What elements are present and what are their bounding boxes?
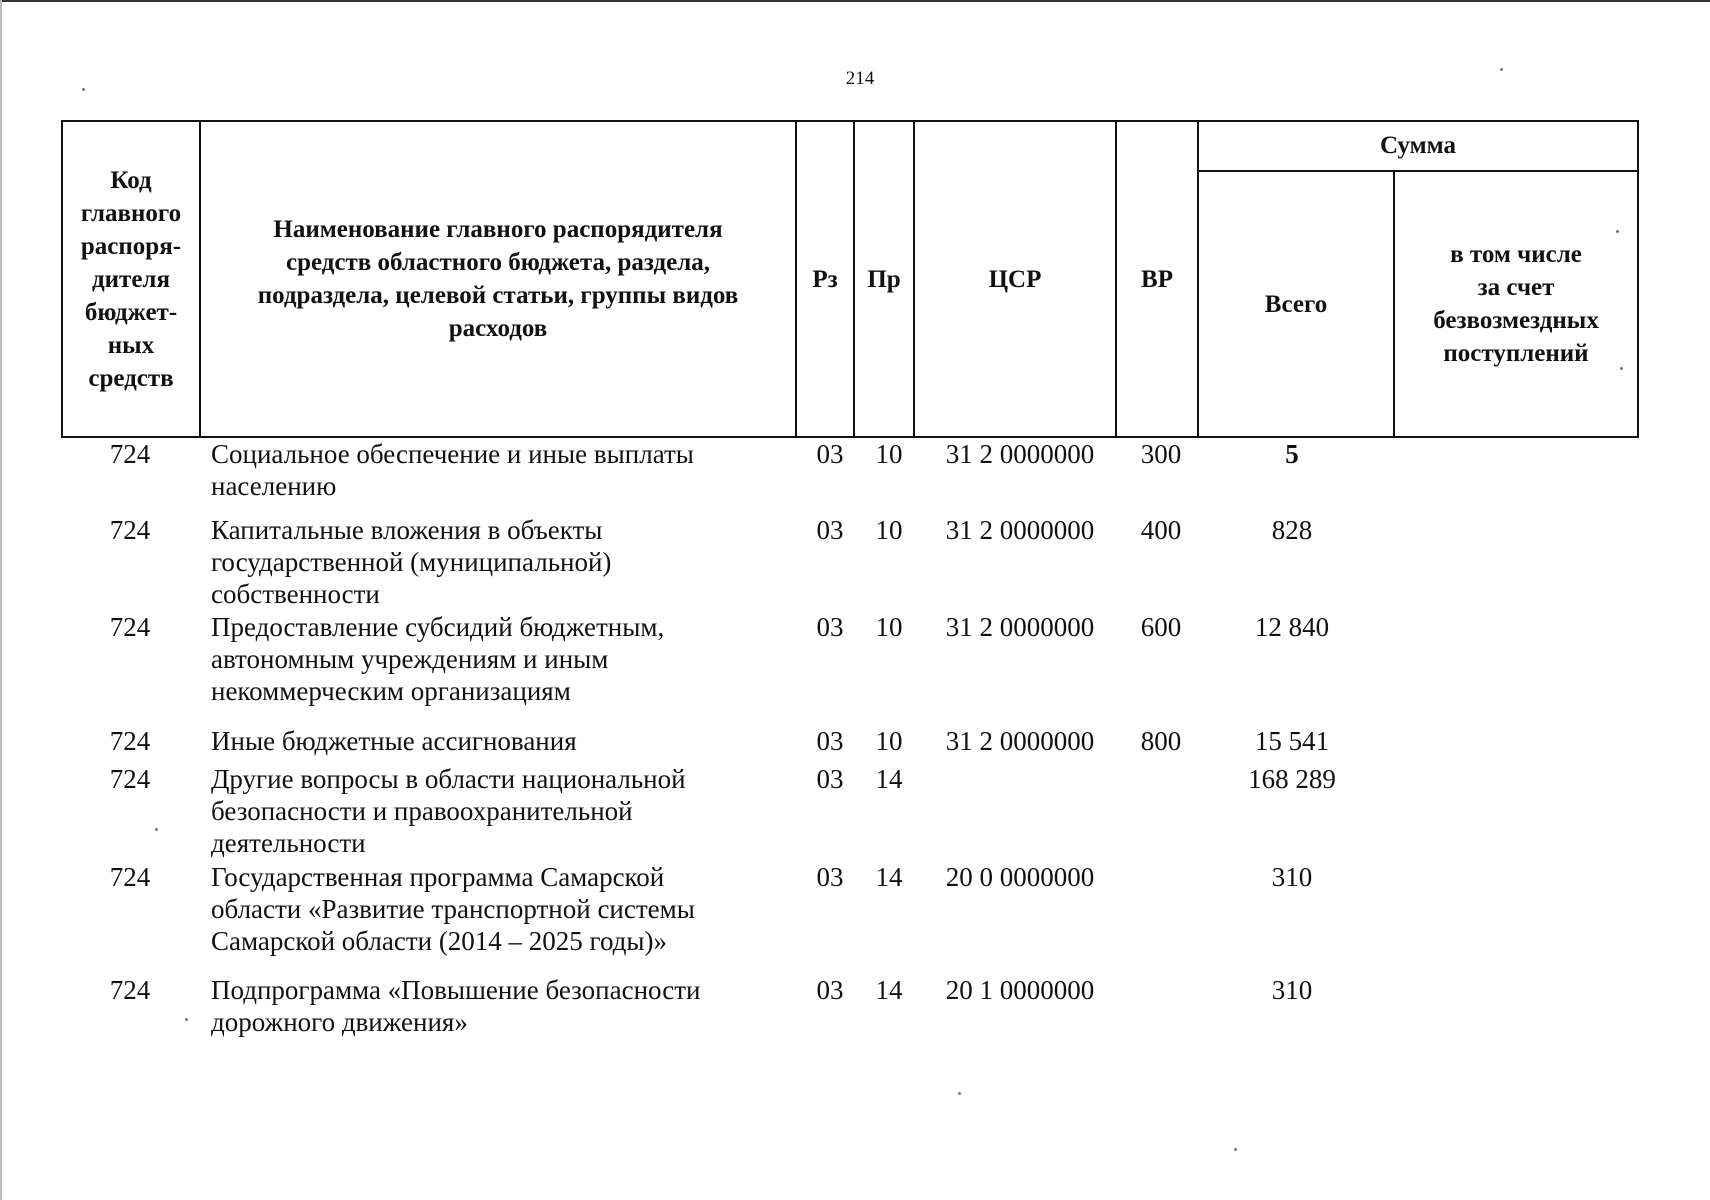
cell-code: 724 bbox=[109, 726, 151, 756]
cell-csr: 20 0 0000000 bbox=[945, 862, 1095, 892]
cell-name: Другие вопросы в области национальной безопасности и правоохранительной деятельности bbox=[211, 764, 686, 858]
cell-rz: 03 bbox=[816, 975, 844, 1005]
cell-csr: 31 2 0000000 bbox=[945, 515, 1095, 545]
cell-rz: 03 bbox=[816, 726, 844, 756]
cell-csr: 31 2 0000000 bbox=[945, 726, 1095, 756]
header-csr: ЦСР bbox=[915, 122, 1117, 436]
cell-total: 310 bbox=[1271, 975, 1313, 1005]
cell-name: Иные бюджетные ассигнования bbox=[211, 726, 577, 756]
cell-csr: 20 1 0000000 bbox=[945, 975, 1095, 1005]
scan-speck bbox=[1234, 1148, 1237, 1151]
cell-rz: 03 bbox=[816, 862, 844, 892]
cell-pr: 10 bbox=[875, 726, 903, 756]
cell-rz: 03 bbox=[816, 439, 844, 469]
cell-total: 310 bbox=[1271, 862, 1313, 892]
cell-pr: 14 bbox=[875, 764, 903, 794]
scan-speck bbox=[155, 828, 158, 831]
cell-name: Предоставление субсидий бюджетным, автономным учреждениям и иным некоммерческим организациям bbox=[211, 612, 665, 706]
cell-csr: 31 2 0000000 bbox=[945, 612, 1095, 642]
cell-total: 12 840 bbox=[1254, 612, 1330, 642]
cell-code: 724 bbox=[109, 975, 151, 1005]
header-pr: Пр bbox=[855, 122, 915, 436]
cell-csr: 31 2 0000000 bbox=[945, 439, 1095, 469]
cell-pr: 10 bbox=[875, 439, 903, 469]
scan-speck bbox=[1500, 68, 1503, 71]
cell-name: Социальное обеспечение и иные выплаты населению bbox=[211, 439, 694, 501]
cell-name: Капитальные вложения в объекты государственной (муниципальной) собственности bbox=[211, 515, 612, 609]
scan-speck bbox=[958, 1092, 961, 1095]
cell-code: 724 bbox=[109, 439, 151, 469]
scan-left-edge bbox=[0, 0, 2, 1200]
header-rz: Рз bbox=[797, 122, 855, 436]
table-header bbox=[61, 120, 1639, 438]
scan-top-edge bbox=[0, 0, 1710, 2]
cell-code: 724 bbox=[109, 515, 151, 545]
header-free: в том числе за счет безвозмездных поступлений bbox=[1433, 241, 1599, 367]
cell-total: 15 541 bbox=[1254, 726, 1330, 756]
cell-vr: 300 bbox=[1140, 439, 1182, 469]
cell-code: 724 bbox=[109, 764, 151, 794]
scan-speck bbox=[185, 1018, 188, 1021]
cell-total: 5 bbox=[1285, 439, 1299, 469]
header-sum: Сумма bbox=[1199, 122, 1637, 172]
cell-pr: 10 bbox=[875, 612, 903, 642]
cell-pr: 14 bbox=[875, 862, 903, 892]
page-number: 214 bbox=[845, 68, 875, 89]
cell-pr: 14 bbox=[875, 975, 903, 1005]
header-name: Наименование главного распорядителя средств областного бюджета, раздела, подраздела, целевой статьи, группы видов расходов bbox=[201, 122, 797, 436]
cell-rz: 03 bbox=[816, 612, 844, 642]
cell-code: 724 bbox=[109, 862, 151, 892]
cell-code: 724 bbox=[109, 612, 151, 642]
cell-total: 168 289 bbox=[1248, 764, 1336, 794]
cell-vr: 600 bbox=[1140, 612, 1182, 642]
scan-speck bbox=[1616, 230, 1619, 233]
header-code: Код главного распоря- дителя бюджет- ных средств bbox=[63, 122, 201, 436]
cell-name: Государственная программа Самарской области «Развитие транспортной системы Самарской области (2014 – 2025 годы)» bbox=[211, 862, 695, 956]
cell-vr: 800 bbox=[1140, 726, 1182, 756]
cell-rz: 03 bbox=[816, 764, 844, 794]
scan-speck bbox=[1620, 367, 1623, 370]
cell-name: Подпрограмма «Повышение безопасности дорожного движения» bbox=[211, 975, 701, 1037]
cell-pr: 10 bbox=[875, 515, 903, 545]
cell-total: 828 bbox=[1271, 515, 1313, 545]
header-total: Всего bbox=[1199, 172, 1395, 436]
header-sum-group bbox=[1199, 122, 1637, 436]
cell-vr: 400 bbox=[1140, 515, 1182, 545]
cell-rz: 03 bbox=[816, 515, 844, 545]
header-vr: ВР bbox=[1117, 122, 1199, 436]
scan-speck bbox=[82, 88, 85, 91]
